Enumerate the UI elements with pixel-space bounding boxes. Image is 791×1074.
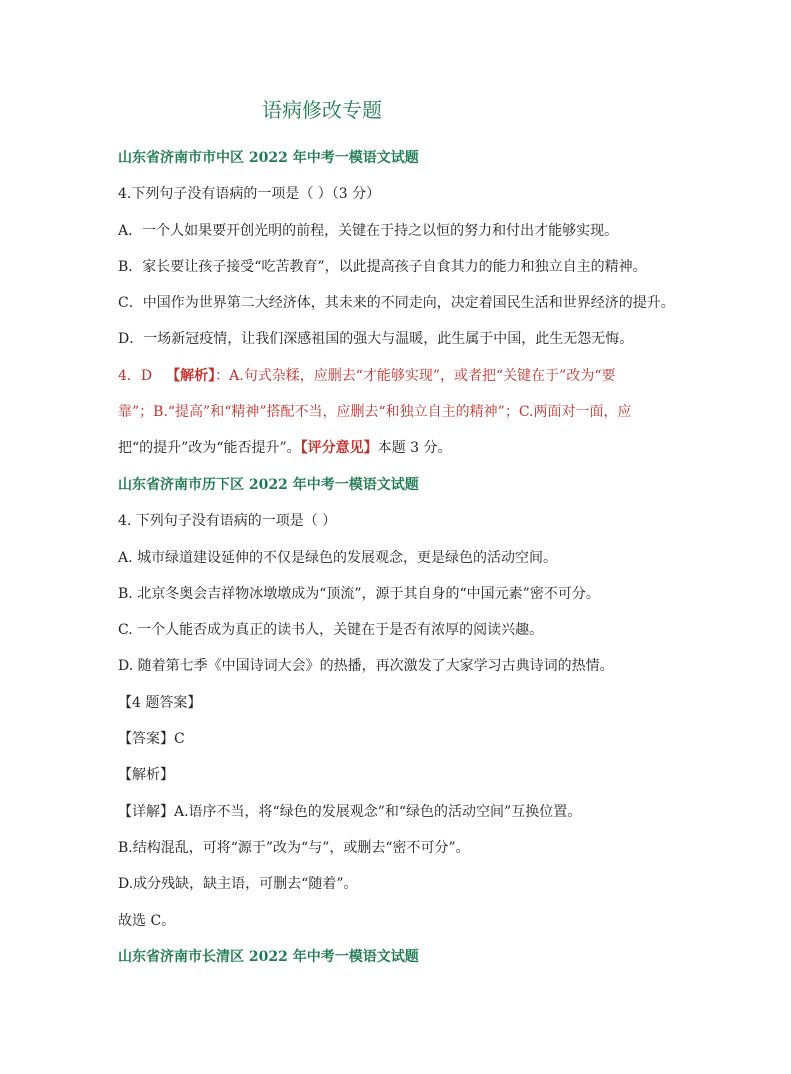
answer-tag: 【答案】 [118, 731, 174, 747]
section-heading-shizhong: 山东省济南市市中区 2022 年中考一模语文试题 [118, 150, 419, 166]
analysis-line-2: 靠”；B.“提高”和“精神”搭配不当，应删去“和独立自主的精神”；C.两面对一面，应 [118, 404, 632, 420]
answer-line [118, 729, 185, 749]
analysis-text-3: 把“的提升”改为“能否提升”。 [118, 440, 301, 456]
option-d-2: D. 随着第七季《中国诗词大会》的热播，再次激发了大家学习古典诗词的热情。 [118, 658, 614, 674]
option-a: A．一个人如果要开创光明的前程，关键在于持之以恒的努力和付出才能够实现。 [118, 223, 619, 239]
section-heading-lixia: 山东省济南市历下区 2022 年中考一模语文试题 [118, 477, 419, 493]
page-title: 语病修改专题 [262, 98, 382, 122]
detail-tag: 【详解】 [118, 804, 174, 820]
detail-line-2: B.结构混乱，可将“源于”改为“与”，或删去“密不可分”。 [118, 840, 470, 856]
option-b-2: B. 北京冬奥会吉祥物冰墩墩成为“顶流”，源于其自身的“中国元素”密不可分。 [118, 586, 600, 602]
detail-text-1: A.语序不当，将“绿色的发展观念”和“绿色的活动空间”互换位置。 [174, 804, 582, 820]
scoring-text: 本题 3 分。 [377, 440, 452, 456]
section-heading-changqing: 山东省济南市长清区 2022 年中考一模语文试题 [118, 949, 419, 965]
question-stem: 4.下列句子没有语病的一项是（ ）（3 分） [118, 186, 381, 202]
option-a-2: A. 城市绿道建设延伸的不仅是绿色的发展观念，更是绿色的活动空间。 [118, 550, 558, 566]
option-b: B．家长要让孩子接受“吃苦教育”，以此提高孩子自食其力的能力和独立自主的精神。 [118, 259, 647, 275]
scoring-tag: 【评分意见】 [300, 440, 378, 456]
detail-line-1 [118, 802, 581, 822]
analysis-heading: 【解析】 [118, 767, 174, 783]
detail-line-3: D.成分残缺，缺主语，可删去“随着”。 [118, 876, 358, 892]
analysis-line-1 [118, 366, 616, 386]
answer-value: C [174, 731, 185, 747]
analysis-tag: 【解析】 [166, 368, 216, 384]
analysis-line-3 [118, 438, 451, 458]
option-c-2: C. 一个人能否成为真正的读书人，关键在于是否有浓厚的阅读兴趣。 [118, 622, 544, 638]
option-d: D．一场新冠疫情，让我们深感祖国的强大与温暖，此生属于中国，此生无怨无悔。 [118, 331, 634, 347]
question-stem-2: 4. 下列句子没有语病的一项是（ ） [118, 513, 337, 529]
conclusion: 故选 C。 [118, 913, 176, 929]
analysis-text-1: ：A.句式杂糅，应删去“才能够实现”，或者把“关键在于”改为“要 [215, 368, 616, 384]
option-c: C．中国作为世界第二大经济体，其未来的不同走向，决定着国民生活和世界经济的提升。 [118, 295, 675, 311]
answer-label: 4．D [118, 368, 153, 384]
answer-heading: 【4 题答案】 [118, 695, 202, 711]
